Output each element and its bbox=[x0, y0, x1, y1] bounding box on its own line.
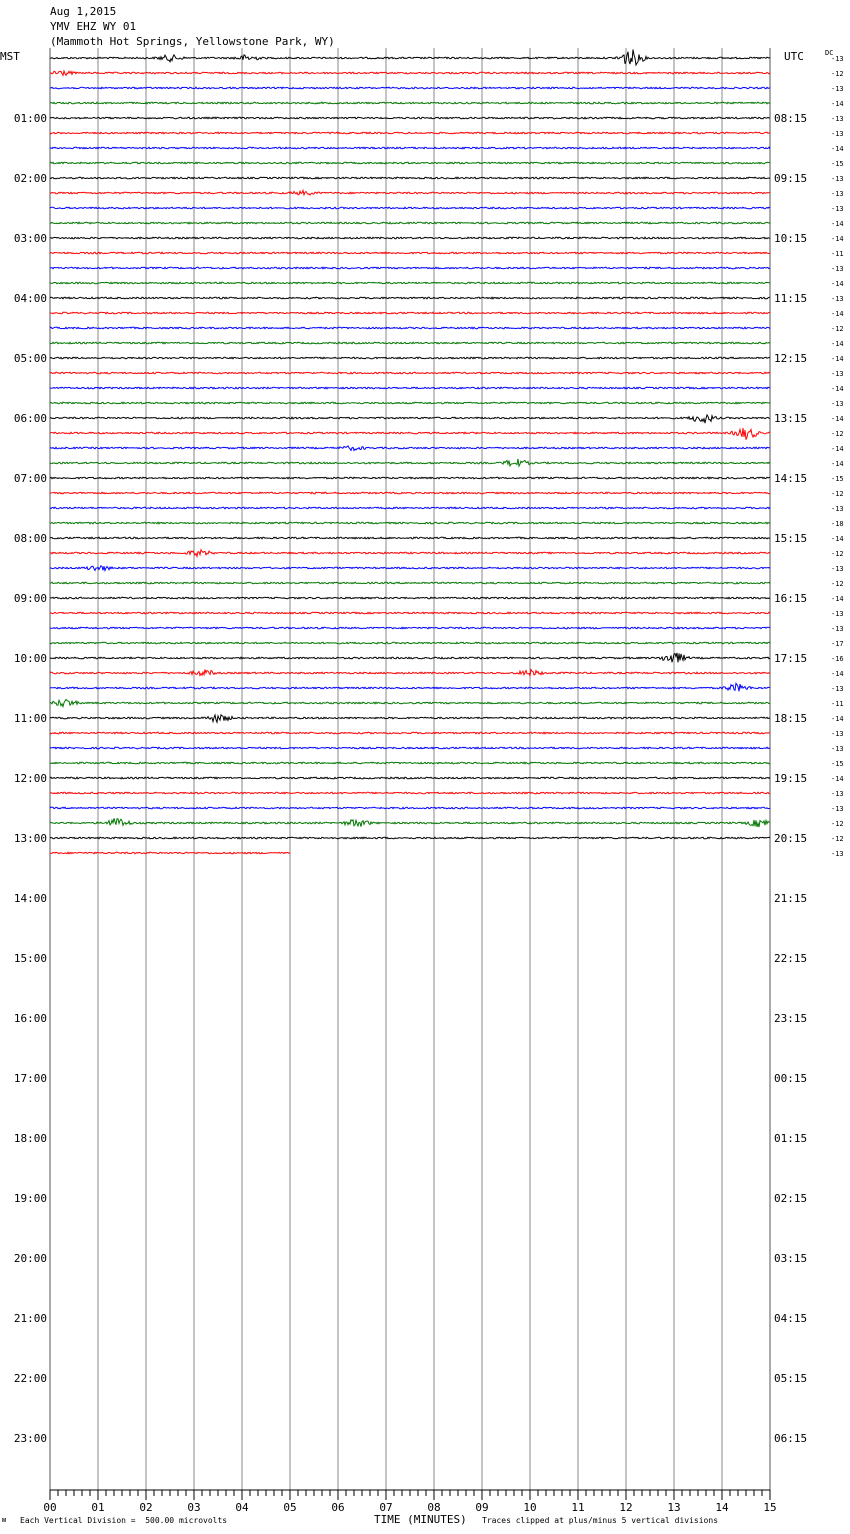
dc-offset-label: -13 bbox=[831, 400, 844, 408]
trace-40 bbox=[50, 653, 770, 662]
hour-label-mst: 06:00 bbox=[13, 412, 47, 425]
hour-label-mst: 10:00 bbox=[13, 652, 47, 665]
dc-offset-label: -14 bbox=[831, 595, 844, 603]
trace-53 bbox=[50, 852, 290, 854]
trace-7 bbox=[50, 162, 770, 164]
hour-label-utc: 09:15 bbox=[774, 172, 808, 185]
trace-29 bbox=[50, 492, 770, 494]
trace-49 bbox=[50, 792, 770, 794]
trace-24 bbox=[50, 415, 770, 423]
dc-offset-label: -13 bbox=[831, 610, 844, 618]
hour-label-utc: 08:15 bbox=[774, 112, 808, 125]
hour-label-utc: 00:15 bbox=[774, 1072, 808, 1085]
trace-12 bbox=[50, 237, 770, 239]
dc-offset-label: -14 bbox=[831, 310, 844, 318]
hour-label-utc: 16:15 bbox=[774, 592, 808, 605]
trace-15 bbox=[50, 282, 770, 284]
hour-label-mst: 19:00 bbox=[13, 1192, 47, 1205]
trace-43 bbox=[50, 699, 770, 706]
dc-offset-label: -13 bbox=[831, 55, 844, 63]
trace-48 bbox=[50, 777, 770, 779]
trace-38 bbox=[50, 627, 770, 629]
x-tick-label: 15 bbox=[763, 1501, 777, 1514]
dc-offset-label: -12 bbox=[831, 820, 844, 828]
dc-offset-label: -11 bbox=[831, 250, 844, 258]
left-timezone-label: MST bbox=[0, 50, 20, 63]
trace-39 bbox=[50, 642, 770, 644]
clip-note: Traces clipped at plus/minus 5 vertical divisions bbox=[482, 1516, 719, 1525]
x-axis-title: TIME (MINUTES) bbox=[374, 1513, 467, 1526]
trace-2 bbox=[50, 87, 770, 89]
trace-26 bbox=[50, 446, 770, 451]
hour-label-mst: 16:00 bbox=[13, 1012, 47, 1025]
trace-11 bbox=[50, 222, 770, 224]
hour-label-utc: 05:15 bbox=[774, 1372, 808, 1385]
trace-23 bbox=[50, 402, 770, 404]
right-timezone-label: UTC bbox=[784, 50, 804, 63]
x-tick-label: 04 bbox=[235, 1501, 249, 1514]
dc-offset-label: -13 bbox=[831, 850, 844, 858]
dc-offset-label: -14 bbox=[831, 235, 844, 243]
dc-offset-label: -14 bbox=[831, 340, 844, 348]
hour-label-utc: 23:15 bbox=[774, 1012, 808, 1025]
trace-21 bbox=[50, 372, 770, 374]
dc-offset-label: -13 bbox=[831, 295, 844, 303]
hour-label-mst: 01:00 bbox=[13, 112, 47, 125]
hour-label-mst: 13:00 bbox=[13, 832, 47, 845]
dc-offset-label: -17 bbox=[831, 640, 844, 648]
dc-offset-label: -13 bbox=[831, 805, 844, 813]
station-label: YMV EHZ WY 01 bbox=[50, 20, 137, 33]
dc-offset-label: -13 bbox=[831, 685, 844, 693]
trace-5 bbox=[50, 132, 770, 134]
trace-17 bbox=[50, 312, 770, 314]
hour-label-mst: 05:00 bbox=[13, 352, 47, 365]
dc-offset-label: -13 bbox=[831, 130, 844, 138]
hour-label-utc: 17:15 bbox=[774, 652, 808, 665]
trace-35 bbox=[50, 582, 770, 584]
trace-33 bbox=[50, 550, 770, 557]
hour-label-mst: 07:00 bbox=[13, 472, 47, 485]
hour-label-utc: 02:15 bbox=[774, 1192, 808, 1205]
trace-47 bbox=[50, 762, 770, 764]
hour-label-mst: 23:00 bbox=[13, 1432, 47, 1445]
hour-label-mst: 12:00 bbox=[13, 772, 47, 785]
dc-offset-label: -14 bbox=[831, 445, 844, 453]
dc-offset-label: -14 bbox=[831, 670, 844, 678]
dc-offset-label: -12 bbox=[831, 325, 844, 333]
x-tick-label: 12 bbox=[619, 1501, 633, 1514]
x-tick-label: 07 bbox=[379, 1501, 393, 1514]
trace-52 bbox=[50, 837, 770, 839]
hour-label-mst: 14:00 bbox=[13, 892, 47, 905]
hour-label-mst: 04:00 bbox=[13, 292, 47, 305]
trace-0 bbox=[50, 50, 770, 65]
trace-36 bbox=[50, 597, 770, 599]
dc-offset-label: -14 bbox=[831, 775, 844, 783]
trace-31 bbox=[50, 522, 770, 524]
hour-label-utc: 03:15 bbox=[774, 1252, 808, 1265]
trace-46 bbox=[50, 747, 770, 749]
trace-28 bbox=[50, 477, 770, 479]
dc-offset-label: -14 bbox=[831, 715, 844, 723]
dc-offset-label: -12 bbox=[831, 70, 844, 78]
trace-41 bbox=[50, 670, 770, 676]
dc-offset-label: -12 bbox=[831, 430, 844, 438]
x-tick-label: 01 bbox=[91, 1501, 105, 1514]
dc-offset-label: -13 bbox=[831, 205, 844, 213]
trace-6 bbox=[50, 147, 770, 149]
dc-offset-label: -13 bbox=[831, 175, 844, 183]
trace-45 bbox=[50, 732, 770, 734]
hour-label-utc: 19:15 bbox=[774, 772, 808, 785]
dc-offset-label: -14 bbox=[831, 355, 844, 363]
hour-label-utc: 11:15 bbox=[774, 292, 808, 305]
hour-label-utc: 04:15 bbox=[774, 1312, 808, 1325]
hour-label-utc: 15:15 bbox=[774, 532, 808, 545]
trace-34 bbox=[50, 566, 770, 571]
dc-offset-label: -14 bbox=[831, 220, 844, 228]
trace-19 bbox=[50, 342, 770, 344]
corner-mark: ᴍ bbox=[2, 1516, 7, 1524]
date-label: Aug 1,2015 bbox=[50, 5, 117, 18]
hour-label-utc: 21:15 bbox=[774, 892, 808, 905]
x-tick-label: 09 bbox=[475, 1501, 489, 1514]
trace-30 bbox=[50, 507, 770, 509]
trace-14 bbox=[50, 267, 770, 269]
x-tick-label: 11 bbox=[571, 1501, 585, 1514]
hour-label-mst: 17:00 bbox=[13, 1072, 47, 1085]
x-tick-label: 13 bbox=[667, 1501, 681, 1514]
trace-16 bbox=[50, 297, 770, 299]
hour-label-utc: 12:15 bbox=[774, 352, 808, 365]
x-tick-label: 00 bbox=[43, 1501, 57, 1514]
dc-offset-label: -13 bbox=[831, 790, 844, 798]
dc-offset-label: -14 bbox=[831, 415, 844, 423]
dc-offset-label: -13 bbox=[831, 85, 844, 93]
trace-10 bbox=[50, 207, 770, 209]
trace-1 bbox=[50, 71, 770, 75]
dc-offset-label: -13 bbox=[831, 625, 844, 633]
dc-offset-label: -13 bbox=[831, 265, 844, 273]
trace-13 bbox=[50, 252, 770, 254]
trace-42 bbox=[50, 683, 770, 691]
trace-3 bbox=[50, 102, 770, 104]
dc-offset-label: -13 bbox=[831, 745, 844, 753]
hour-label-utc: 01:15 bbox=[774, 1132, 808, 1145]
trace-27 bbox=[50, 459, 770, 466]
hour-label-utc: 06:15 bbox=[774, 1432, 808, 1445]
x-tick-label: 05 bbox=[283, 1501, 297, 1514]
dc-offset-label: -18 bbox=[831, 520, 844, 528]
dc-offset-label: -12 bbox=[831, 490, 844, 498]
dc-offset-label: -15 bbox=[831, 475, 844, 483]
dc-offset-label: -11 bbox=[831, 700, 844, 708]
trace-44 bbox=[50, 715, 770, 722]
trace-18 bbox=[50, 327, 770, 329]
dc-offset-label: -13 bbox=[831, 730, 844, 738]
hour-label-mst: 03:00 bbox=[13, 232, 47, 245]
trace-32 bbox=[50, 537, 770, 539]
hour-label-mst: 09:00 bbox=[13, 592, 47, 605]
hour-label-mst: 20:00 bbox=[13, 1252, 47, 1265]
trace-22 bbox=[50, 387, 770, 389]
trace-9 bbox=[50, 190, 770, 195]
dc-offset-label: -16 bbox=[831, 655, 844, 663]
hour-label-mst: 21:00 bbox=[13, 1312, 47, 1325]
hour-label-utc: 20:15 bbox=[774, 832, 808, 845]
hour-label-mst: 15:00 bbox=[13, 952, 47, 965]
hour-label-utc: 14:15 bbox=[774, 472, 808, 485]
trace-4 bbox=[50, 117, 770, 119]
hour-label-mst: 02:00 bbox=[13, 172, 47, 185]
dc-offset-label: -14 bbox=[831, 100, 844, 108]
hour-label-utc: 22:15 bbox=[774, 952, 808, 965]
dc-offset-label: -14 bbox=[831, 460, 844, 468]
dc-offset-label: -13 bbox=[831, 190, 844, 198]
dc-offset-label: -15 bbox=[831, 160, 844, 168]
hour-label-utc: 18:15 bbox=[774, 712, 808, 725]
trace-50 bbox=[50, 807, 770, 809]
dc-offset-label: -13 bbox=[831, 565, 844, 573]
dc-offset-label: -13 bbox=[831, 370, 844, 378]
x-tick-label: 14 bbox=[715, 1501, 729, 1514]
hour-label-utc: 10:15 bbox=[774, 232, 808, 245]
location-label: (Mammoth Hot Springs, Yellowstone Park, WY) bbox=[50, 35, 335, 48]
dc-offset-label: -12 bbox=[831, 835, 844, 843]
dc-offset-label: -14 bbox=[831, 385, 844, 393]
dc-offset-label: -13 bbox=[831, 115, 844, 123]
trace-20 bbox=[50, 357, 770, 359]
trace-8 bbox=[50, 177, 770, 179]
dc-offset-label: -14 bbox=[831, 280, 844, 288]
x-tick-label: 08 bbox=[427, 1501, 441, 1514]
x-tick-label: 02 bbox=[139, 1501, 153, 1514]
dc-offset-label: -12 bbox=[831, 580, 844, 588]
trace-25 bbox=[50, 428, 770, 440]
trace-37 bbox=[50, 612, 770, 614]
trace-51 bbox=[50, 818, 770, 827]
x-tick-label: 06 bbox=[331, 1501, 345, 1514]
hour-label-utc: 13:15 bbox=[774, 412, 808, 425]
hour-label-mst: 18:00 bbox=[13, 1132, 47, 1145]
dc-offset-label: -12 bbox=[831, 550, 844, 558]
dc-label: DC bbox=[825, 49, 834, 57]
dc-offset-label: -15 bbox=[831, 760, 844, 768]
scale-note: Each Vertical Division = 500.00 microvolts bbox=[20, 1516, 228, 1525]
hour-label-mst: 22:00 bbox=[13, 1372, 47, 1385]
x-tick-label: 03 bbox=[187, 1501, 201, 1514]
hour-label-mst: 08:00 bbox=[13, 532, 47, 545]
dc-offset-label: -14 bbox=[831, 535, 844, 543]
x-tick-label: 10 bbox=[523, 1501, 537, 1514]
dc-offset-label: -13 bbox=[831, 505, 844, 513]
hour-label-mst: 11:00 bbox=[13, 712, 47, 725]
dc-offset-label: -14 bbox=[831, 145, 844, 153]
